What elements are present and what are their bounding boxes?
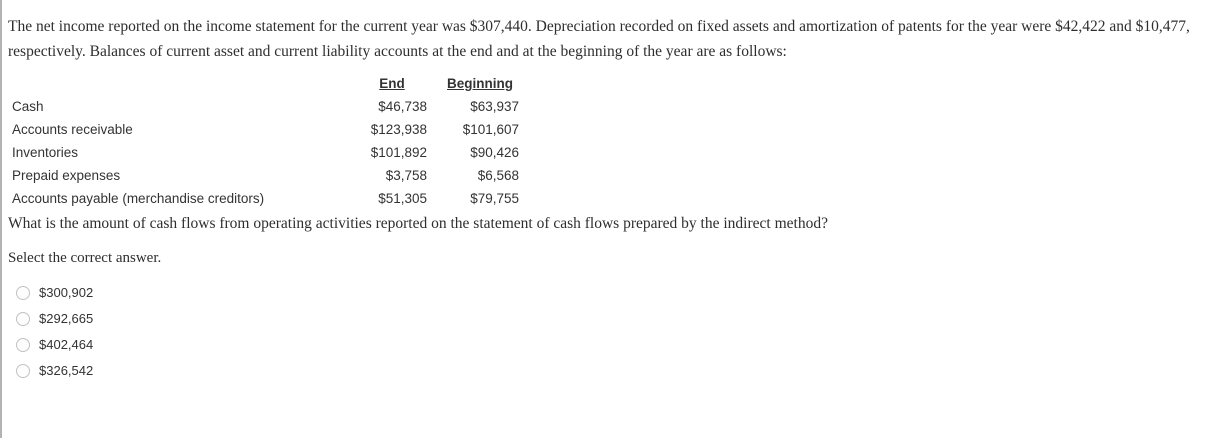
row-end-value: $123,938 <box>370 122 427 137</box>
row-label: Inventories <box>12 145 79 160</box>
row-beginning-value: $79,755 <box>470 191 519 206</box>
answer-option-label: $300,902 <box>39 285 94 300</box>
row-label: Prepaid expenses <box>12 168 121 183</box>
table-row <box>12 118 519 141</box>
radio-button-icon[interactable] <box>16 286 30 300</box>
answer-option[interactable] <box>16 285 1199 300</box>
question-prompt: What is the amount of cash flows from operating activities reported on the statement of cash flows prepared by the indirect method? <box>8 215 828 232</box>
radio-button-icon[interactable] <box>16 338 30 352</box>
table-row <box>12 95 519 118</box>
row-beginning-value: $90,426 <box>470 145 519 160</box>
answer-option-label: $292,665 <box>39 311 94 326</box>
table-header-beginning: Beginning <box>447 76 513 91</box>
accounts-table <box>12 72 519 210</box>
table-row <box>12 164 519 187</box>
answer-option[interactable] <box>16 311 1199 326</box>
table-header-end: End <box>379 76 405 91</box>
select-answer-instruction: Select the correct answer. <box>8 250 162 266</box>
radio-button-icon[interactable] <box>16 364 30 378</box>
radio-button-icon[interactable] <box>16 312 30 326</box>
table-header-empty <box>12 72 357 95</box>
answer-options <box>16 285 1199 378</box>
question-intro: The net income reported on the income statement for the current year was $307,440. Depreciation recorded on fixed assets and amortization of patents for the year were $42,422 and $10,477, respectively. Balances of current asset and current liability accounts at the end and at the beginning of the year are as follows: <box>8 18 1190 60</box>
row-label: Accounts receivable <box>12 122 133 137</box>
table-row <box>12 141 519 164</box>
row-label: Cash <box>12 99 44 114</box>
answer-option[interactable] <box>16 363 1199 378</box>
answer-option[interactable] <box>16 337 1199 352</box>
table-row <box>12 187 519 210</box>
row-end-value: $3,758 <box>385 168 427 183</box>
row-beginning-value: $101,607 <box>462 122 519 137</box>
table-header-row <box>12 72 519 95</box>
row-end-value: $46,738 <box>378 99 427 114</box>
answer-option-label: $326,542 <box>39 363 94 378</box>
row-label: Accounts payable (merchandise creditors) <box>12 191 265 206</box>
row-end-value: $51,305 <box>378 191 427 206</box>
answer-option-label: $402,464 <box>39 337 94 352</box>
row-beginning-value: $63,937 <box>470 99 519 114</box>
row-end-value: $101,892 <box>370 145 427 160</box>
row-beginning-value: $6,568 <box>477 168 519 183</box>
